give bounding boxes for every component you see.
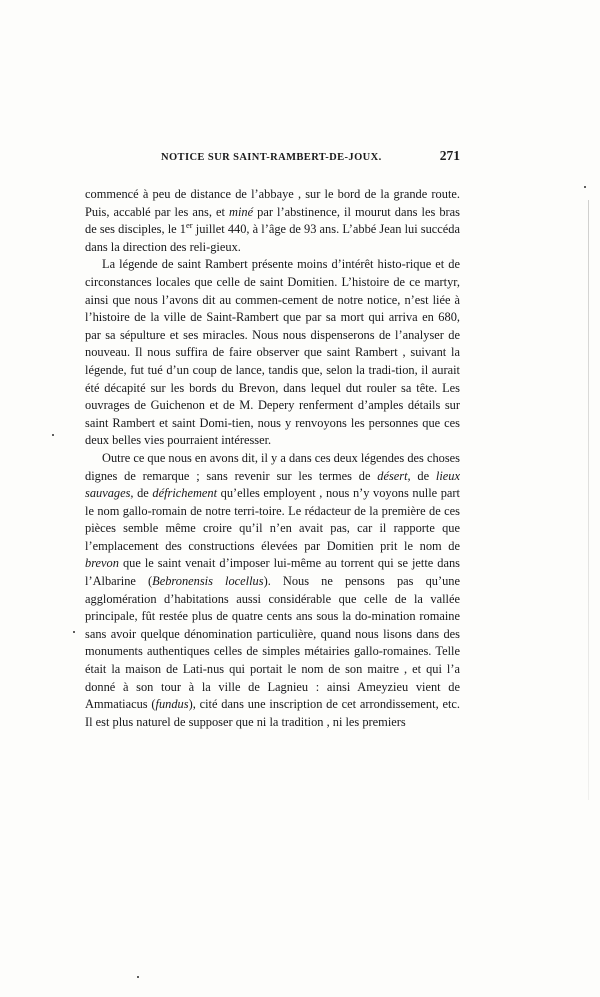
margin-speck-icon [52,434,54,436]
page-number: 271 [439,148,460,163]
text-run: que le saint venait d’imposer lui-même au torrent qui se jette dans l’Albarine ( [85,556,460,589]
margin-speck-icon [137,976,139,978]
italic-run: fundus [155,697,189,712]
text-run: par l’abstinence, il mourut dans les bras de ses disciples, le 1 [85,204,461,237]
body-text [85,186,460,731]
margin-speck-icon [73,631,75,633]
text-run: juillet 440, à l’âge de 93 ans. L’abbé Jean lui succéda dans la direction des reli-gieux. [85,222,460,254]
paragraph [85,450,460,732]
italic-run: brevon [85,556,119,571]
paragraph [85,186,460,256]
superscript-run: er [186,220,193,231]
running-head-title: NOTICE SUR SAINT-RAMBERT-DE-JOUX. [161,152,382,163]
italic-run: défrichement [152,486,218,501]
text-run: ). Nous ne pensons pas qu’une agglomération d’habitations aussi considérable que celle de la vallée principale, fût restée plus de quatre cents ans sous la do-mination romaine sans avoir quelque dénomination particulière, quand nous lisons dans des monuments authentiques celles de simples métairies gallo-romaines. Telle était la maison de Lati-nus qui portait le nom de son maitre , et qui l’a donné à son tour à la ville de Lagnieu : ainsi Ameyzieu vient de Ammatiacus ( [85,574,460,712]
italic-run: lieux sauvages, [85,468,461,501]
text-run: Outre ce que nous en avons dit, il y a dans ces deux légendes des choses dignes de remarque ; sans revenir sur les termes de [85,450,460,483]
page-edge-rule [588,200,589,800]
text-run: qu’elles employent , nous n’y voyons nulle part le nom gallo-romain de notre terri-toire. Le rédacteur de la première de ces pièces semble même croire qu’il n’en avait pas, car il rapporte que l’emplacement des constructions élevées par Domitien prit le nom de [85,486,461,553]
italic-run: désert, [377,468,411,483]
text-run: commencé à peu de distance de l’abbaye , sur le bord de la grande route. Puis, accablé par les ans, et [85,187,460,219]
text-run: de [133,486,153,501]
text-run: de [410,468,436,483]
italic-run: miné [229,204,254,219]
running-head [85,148,460,164]
text-run: ), cité dans une inscription de cet arrondissement, etc. Il est plus naturel de supposer que ni la tradition , ni les premiers [85,697,460,729]
page-content [85,148,460,731]
italic-run: Bebronensis locellus [152,574,264,589]
margin-speck-icon [584,186,586,188]
paragraph [85,256,460,450]
text-run: La légende de saint Rambert présente moins d’intérêt histo-rique et de circonstances locales que celle de saint Domitien. L’histoire de ce martyr, ainsi que nous l’avons dit au commen-cement de notre notice, n’est liée à l’histoire de la ville de Saint-Rambert que par sa mort qui arriva en 680, par sa sépulture et ses miracles. Nous nous dispenserons de l’analyser de nouveau. Il nous suffira de faire observer que saint Rambert , suivant la légende, fut tué d’un coup de lance, tandis que, selon la tradi-tion, il aurait été décapité sur les bords du Brevon, dans lequel dut rouler sa tête. Les ouvrages de Guichenon et de M. Depery renferment d’amples détails sur saint Rambert et saint Domi-tien, nous y renvoyons les personnes que ces deux belles vies pourraient intéresser. [85,257,460,448]
